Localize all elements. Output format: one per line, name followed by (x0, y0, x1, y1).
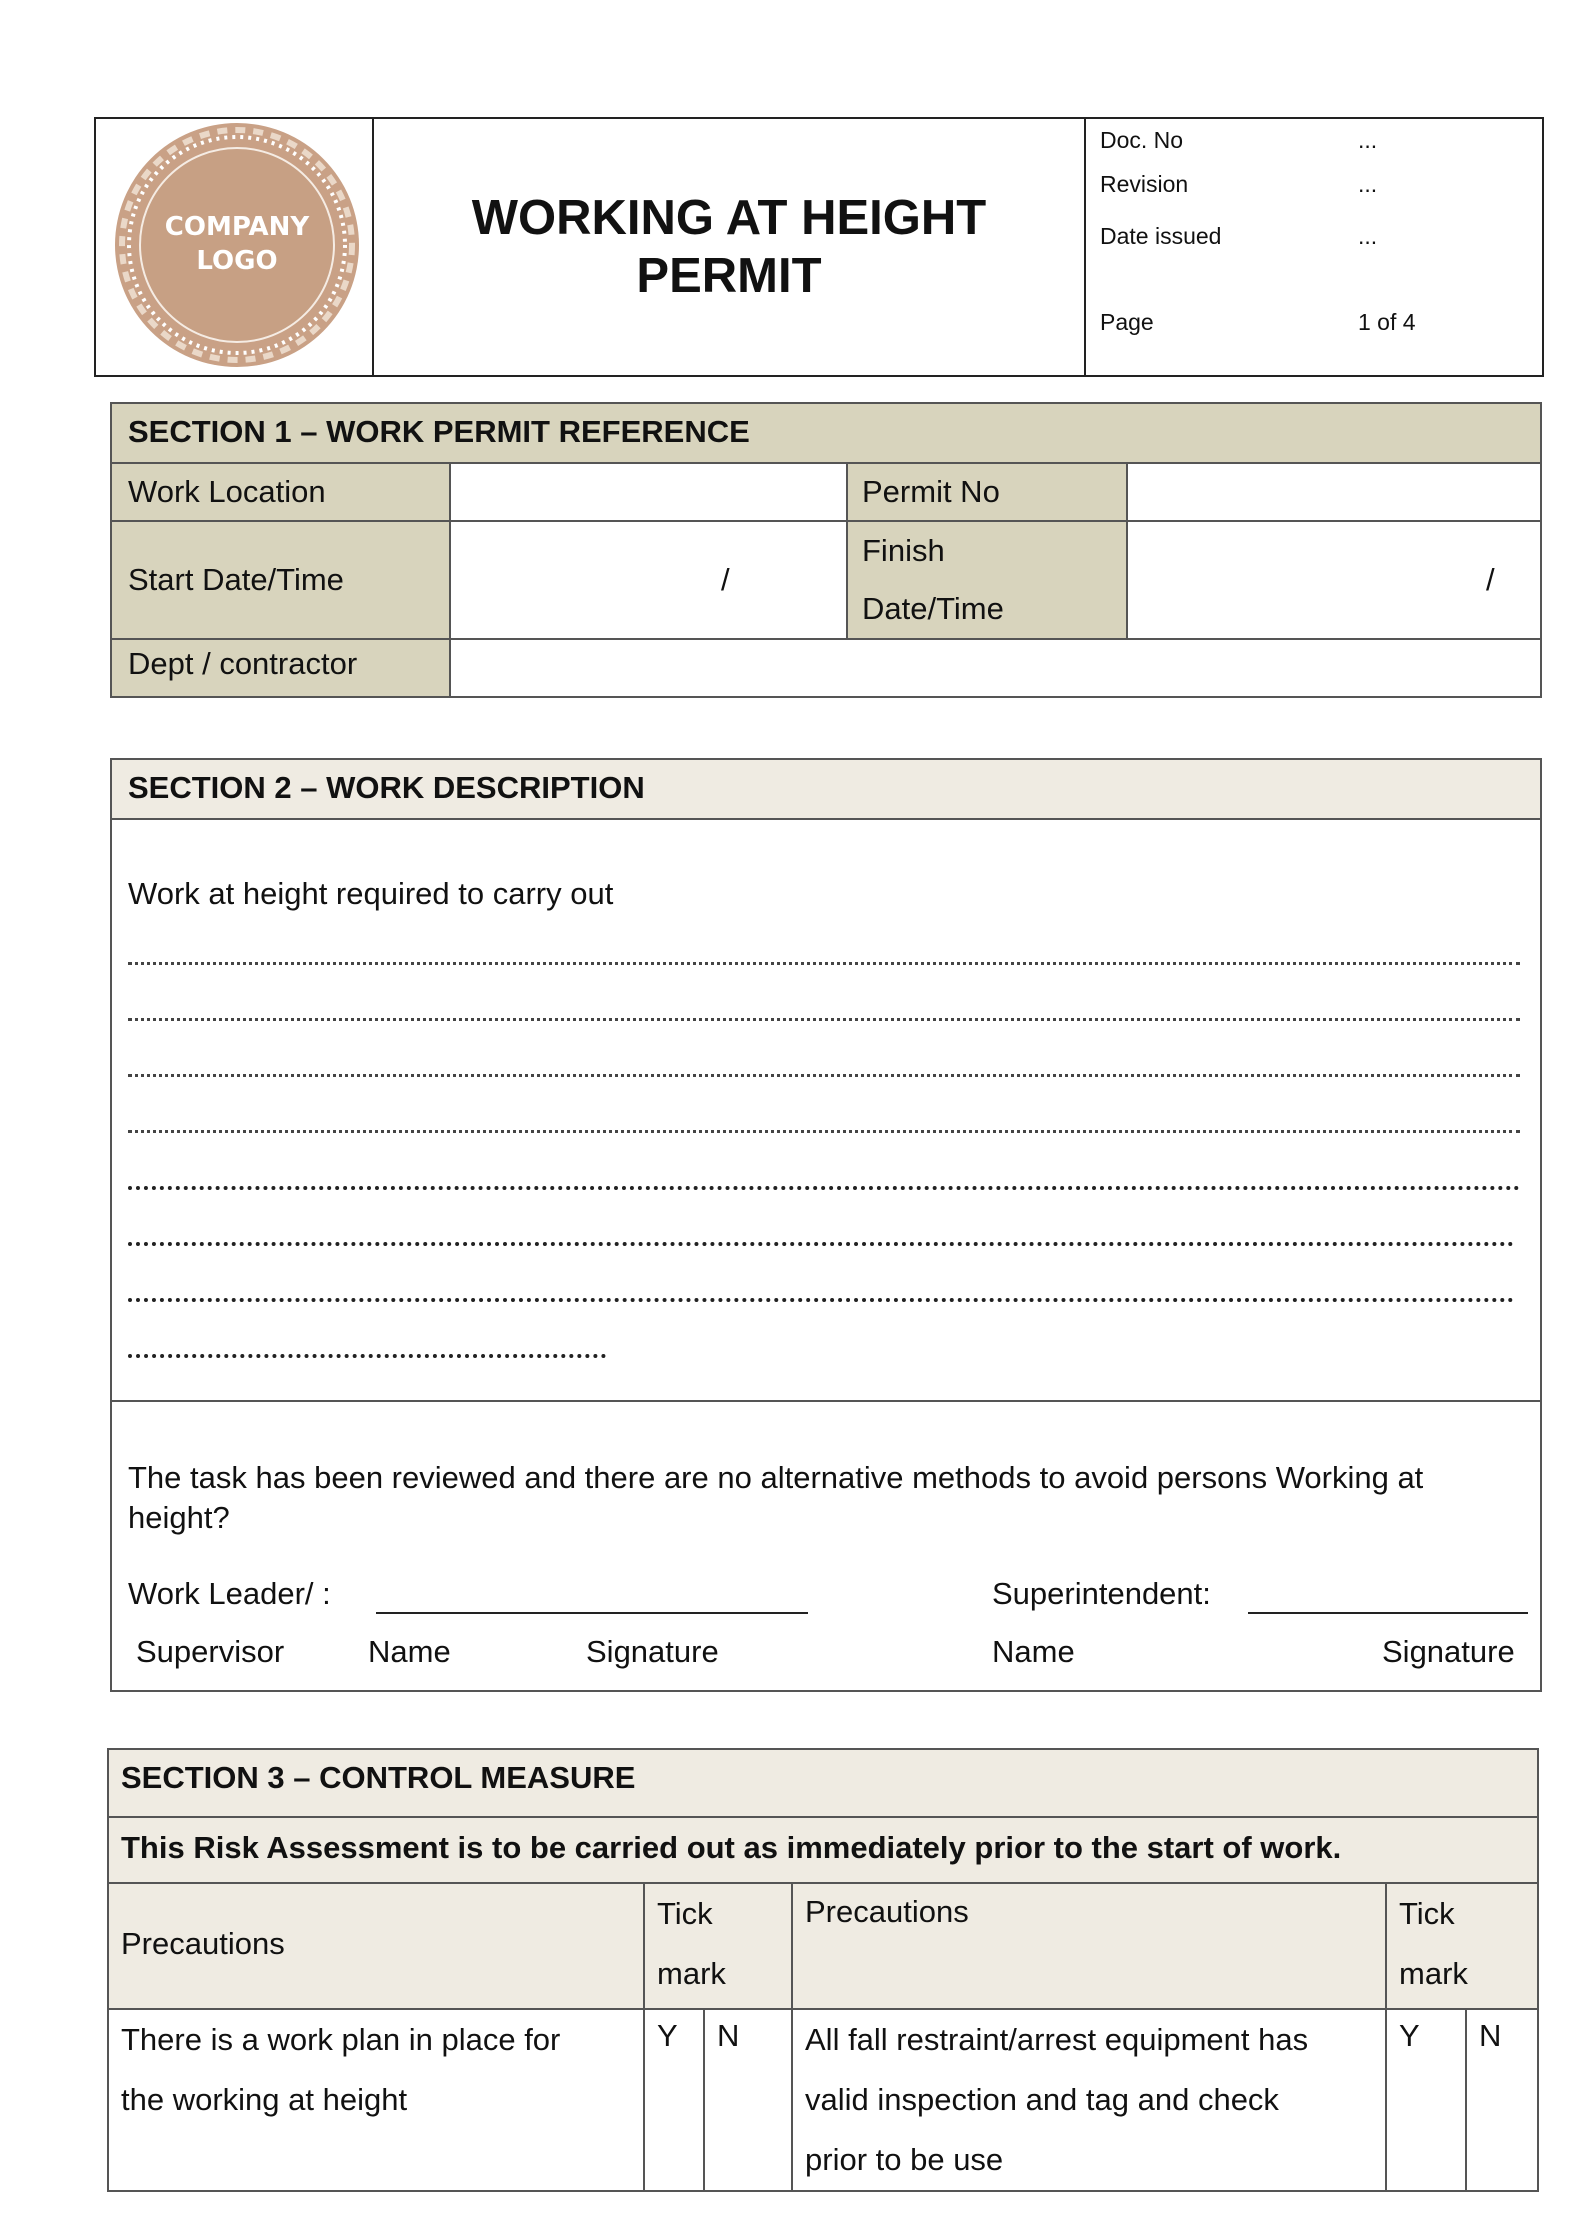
work-location-field[interactable] (451, 464, 848, 522)
tick-yes-right[interactable]: Y (1387, 2010, 1467, 2190)
col-header-tick-left: Tick mark (645, 1884, 793, 2010)
dotted-line (128, 1074, 1520, 1077)
review-confirmation: The task has been reviewed and there are no alternative methods to avoid persons Working at height? Work Leader/ : Superintendent: Supervisor Name Signature Name Signature (112, 1402, 1540, 1690)
dotted-line (128, 1130, 1520, 1133)
meta-date-issued: Date issued ... (1100, 223, 1378, 249)
meta-doc-no: Doc. No ... (1100, 127, 1378, 153)
dotted-line (128, 1242, 1514, 1246)
precaution-fall-equipment: All fall restraint/arrest equipment has valid inspection and tag and check prior to be use (793, 2010, 1387, 2190)
dept-label: Dept / contractor (112, 640, 451, 696)
dotted-line (128, 1298, 1514, 1302)
tick-no-right[interactable]: N (1479, 2018, 1502, 2053)
document-header (94, 117, 1544, 377)
meta-page: Page 1 of 4 (1100, 309, 1416, 335)
finish-datetime-field[interactable]: / (1128, 522, 1540, 640)
work-description-area[interactable]: Work at height required to carry out (112, 820, 1540, 1402)
permit-no-field[interactable] (1128, 464, 1540, 522)
meta-revision: Revision ... (1100, 171, 1378, 197)
col-header-tick-right: Tick mark (1387, 1884, 1537, 2010)
finish-datetime-label: Finish Date/Time (848, 522, 1128, 640)
section-1-header: SECTION 1 – WORK PERMIT REFERENCE (112, 404, 1540, 464)
dotted-line (128, 962, 1520, 965)
title-cell (374, 119, 1086, 375)
page-title: WORKING AT HEIGHT PERMIT (471, 191, 987, 303)
col-header-precautions-left: Precautions (109, 1884, 645, 2010)
logo-cell (96, 119, 374, 375)
superintendent-signature-line[interactable] (1248, 1612, 1528, 1614)
section-3-header: SECTION 3 – CONTROL MEASURE (109, 1750, 1537, 1818)
col-header-precautions-right: Precautions (793, 1884, 1387, 2010)
precaution-work-plan: There is a work plan in place for the working at height (109, 2010, 645, 2190)
start-datetime-label: Start Date/Time (112, 522, 451, 640)
tick-yes-left[interactable]: Y (645, 2010, 705, 2190)
tick-no-left[interactable]: N (705, 2010, 793, 2190)
section-3 (107, 1748, 1539, 2192)
work-leader-signature-line[interactable] (376, 1612, 808, 1614)
logo-text-1: COMPANY (164, 212, 310, 242)
section-1 (110, 402, 1542, 698)
dotted-line (128, 1018, 1520, 1021)
section-2-header: SECTION 2 – WORK DESCRIPTION (112, 760, 1540, 820)
work-location-label: Work Location (112, 464, 451, 522)
dotted-line (128, 1354, 606, 1358)
start-datetime-field[interactable]: / (451, 522, 848, 640)
dept-field[interactable] (451, 640, 1540, 696)
permit-no-label: Permit No (848, 464, 1128, 522)
dotted-line (128, 1186, 1520, 1190)
company-logo (96, 119, 374, 375)
logo-text-2: LOGO (196, 246, 278, 276)
doc-meta (1086, 119, 1542, 375)
section-3-subtitle: This Risk Assessment is to be carried out as immediately prior to the start of work. (109, 1818, 1537, 1884)
section-2 (110, 758, 1542, 1692)
